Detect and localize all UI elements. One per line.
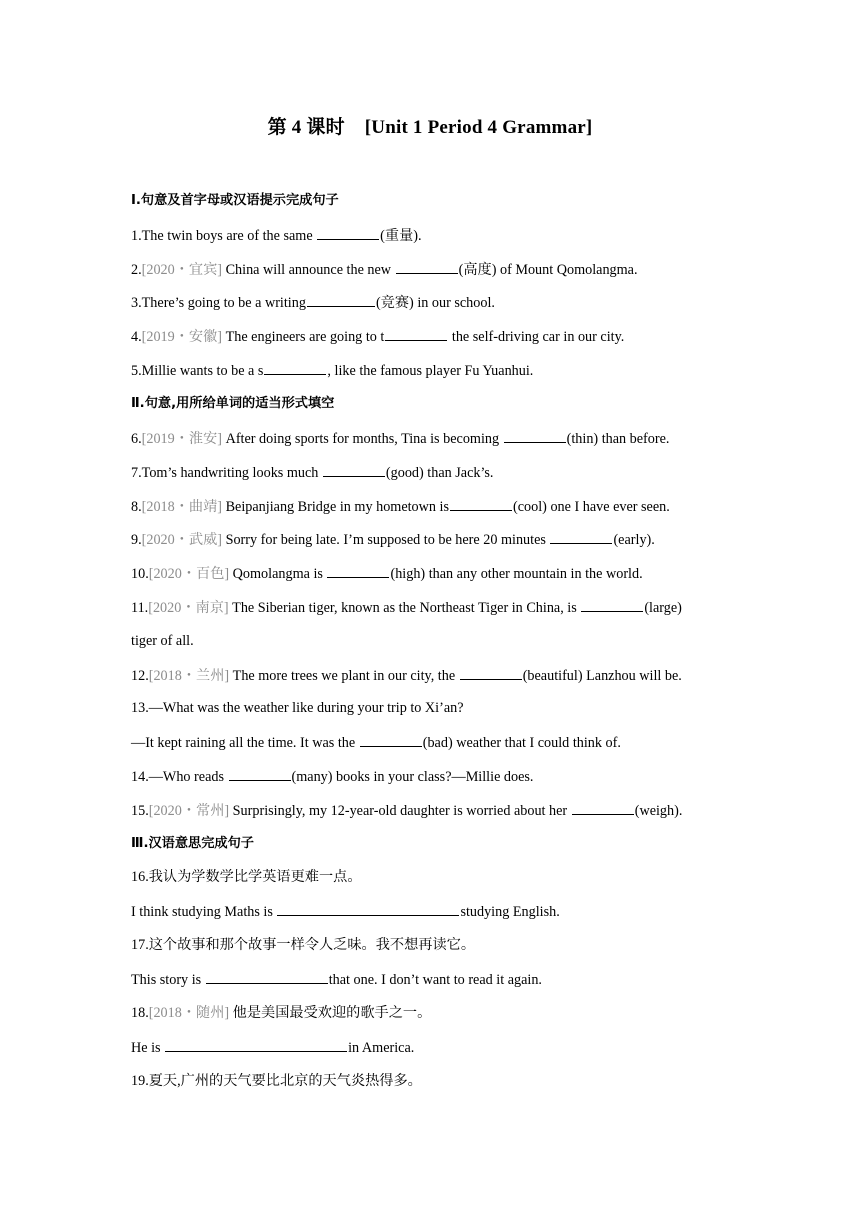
source-tag: [2020・南京] <box>148 600 229 616</box>
question-8: 8.[2018・曲靖] Beipanjiang Bridge in my hometown is (cool) one I have ever seen. <box>131 499 670 515</box>
question-18-chinese: 18.[2018・随州] 他是美国最受欢迎的歌手之一。 <box>131 1005 432 1021</box>
answer-blank[interactable] <box>450 497 512 511</box>
source-tag: [2019・安徽] <box>141 329 223 345</box>
answer-blank[interactable] <box>572 801 634 815</box>
question-15: 15.[2020・常州] Surprisingly, my 12-year-old daughter is worried about her (weigh). <box>131 803 683 819</box>
answer-blank[interactable] <box>581 598 643 612</box>
source-tag: [2018・兰州] <box>148 668 230 684</box>
answer-blank[interactable] <box>396 260 458 274</box>
answer-blank[interactable] <box>504 429 566 443</box>
question-2: 2.[2020・宜宾] China will announce the new (高度) of Mount Qomolangma. <box>131 262 638 278</box>
answer-blank[interactable] <box>229 767 291 781</box>
section-heading-2: Ⅱ.句意,用所给单词的适当形式填空 <box>131 396 335 411</box>
question-4: 4.[2019・安徽] The engineers are going to t the self-driving car in our city. <box>131 329 625 345</box>
question-5: 5.Millie wants to be a s , like the famous player Fu Yuanhui. <box>131 363 534 379</box>
question-13: 13.—What was the weather like during your trip to Xi’an? <box>131 700 464 716</box>
section-heading-1: Ⅰ.句意及首字母或汉语提示完成句子 <box>131 193 339 208</box>
question-1: 1.The twin boys are of the same (重量). <box>131 228 422 244</box>
title-lesson: 第 4 课时 <box>267 117 345 138</box>
source-tag: [2020・宜宾] <box>141 262 223 278</box>
question-14: 14.—Who reads (many) books in your class?—Millie does. <box>131 769 534 785</box>
source-tag: [2018・随州] <box>148 1005 230 1021</box>
source-tag: [2019・淮安] <box>141 431 223 447</box>
question-13-reply: —It kept raining all the time. It was the (bad) weather that I could think of. <box>131 735 621 751</box>
answer-blank[interactable] <box>317 226 379 240</box>
answer-blank[interactable] <box>323 463 385 477</box>
answer-blank[interactable] <box>165 1038 347 1052</box>
question-16-chinese: 16.我认为学数学比学英语更难一点。 <box>131 869 362 885</box>
answer-blank[interactable] <box>360 733 422 747</box>
question-12: 12.[2018・兰州] The more trees we plant in our city, the (beautiful) Lanzhou will be. <box>131 668 682 684</box>
answer-blank[interactable] <box>460 666 522 680</box>
question-16: I think studying Maths is studying English. <box>131 904 560 920</box>
question-9: 9.[2020・武威] Sorry for being late. I’m supposed to be here 20 minutes (early). <box>131 532 655 548</box>
question-17: This story is that one. I don’t want to read it again. <box>131 972 542 988</box>
question-6: 6.[2019・淮安] After doing sports for months, Tina is becoming (thin) than before. <box>131 431 670 447</box>
question-18: He is in America. <box>131 1040 415 1056</box>
question-10: 10.[2020・百色] Qomolangma is (high) than any other mountain in the world. <box>131 566 643 582</box>
question-7: 7.Tom’s handwriting looks much (good) than Jack’s. <box>131 465 494 481</box>
answer-blank[interactable] <box>206 970 328 984</box>
source-tag: [2020・武威] <box>141 532 223 548</box>
question-3: 3.There’s going to be a writing (竞赛) in our school. <box>131 295 495 311</box>
question-11: 11.[2020・南京] The Siberian tiger, known as the Northeast Tiger in China, is (large) <box>131 600 682 616</box>
title-unit: [Unit 1 Period 4 Grammar] <box>364 117 593 138</box>
source-tag: [2020・常州] <box>148 803 230 819</box>
answer-blank[interactable] <box>385 327 447 341</box>
section-heading-3: Ⅲ.汉语意思完成句子 <box>131 836 254 851</box>
answer-blank[interactable] <box>264 361 326 375</box>
question-17-chinese: 17.这个故事和那个故事一样令人乏味。我不想再读它。 <box>131 937 476 953</box>
answer-blank[interactable] <box>550 530 612 544</box>
source-tag: [2018・曲靖] <box>141 499 223 515</box>
answer-blank[interactable] <box>327 564 389 578</box>
source-tag: [2020・百色] <box>148 566 230 582</box>
answer-blank[interactable] <box>307 293 375 307</box>
question-11-continued: tiger of all. <box>131 633 194 649</box>
answer-blank[interactable] <box>277 902 459 916</box>
question-19-chinese: 19.夏天,广州的天气要比北京的天气炎热得多。 <box>131 1073 422 1089</box>
page-title <box>0 112 860 139</box>
